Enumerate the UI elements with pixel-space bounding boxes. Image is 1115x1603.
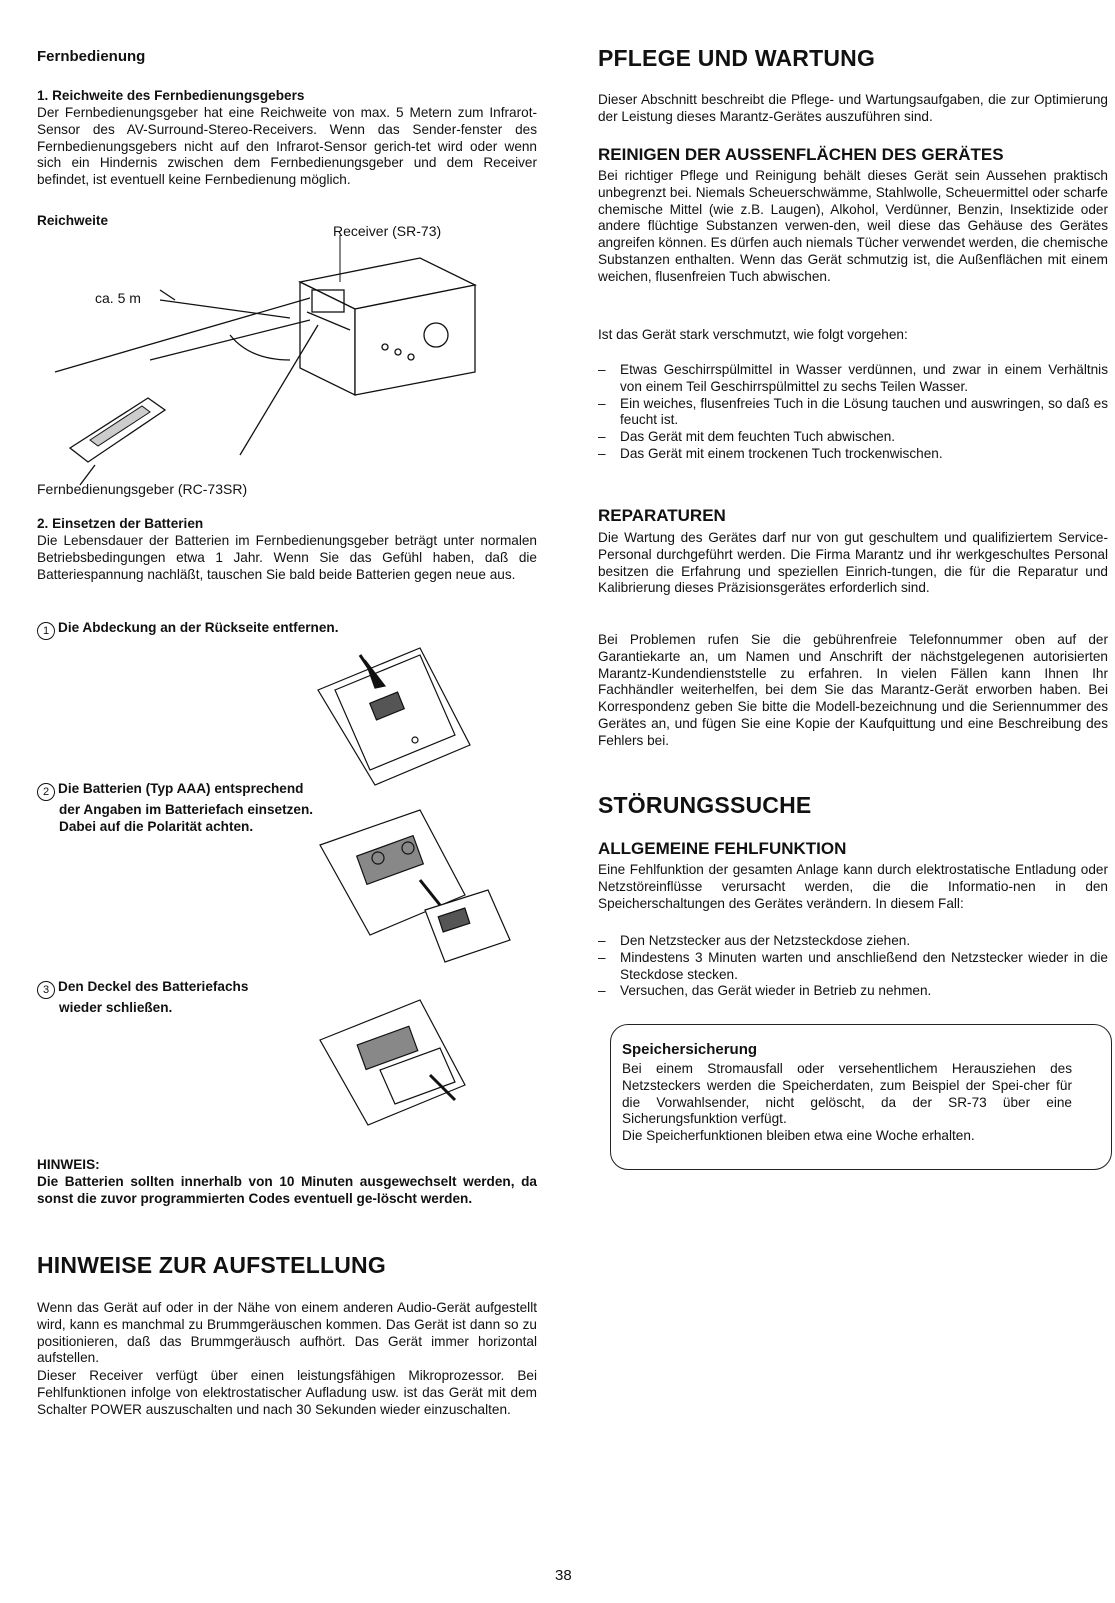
- memory-heading: Speichersicherung: [622, 1041, 758, 1058]
- malfunction-steps: [598, 933, 1108, 1000]
- step2-number: 2: [37, 783, 55, 801]
- clean-heading: REINIGEN DER AUSSENFLÄCHEN DES GERÄTES: [598, 145, 1004, 164]
- list-item: – Ein weiches, flusenfreies Tuch in die Lösung tauchen und auswringen, so daß es feucht ist.: [598, 396, 1108, 430]
- clean-text: Bei richtiger Pflege und Reinigung behält dieses Gerät sein Aussehen praktisch unbegrenzt bei. Niemals Scheuerschwämme, Stahlwolle, Scheuermittel oder scharfe chemische Mittel (wie z.B. Laugen), Alkohol, Verdünner, Benzin, Insektizide oder andere flüchtige Substanzen verwen-den, weil diese das Gehäuse des Gerätes angreifen können. Es dürfen auch niemals Tücher verwendet werden, die chemische Substanzen enthalten. Wenn das Gerät schmutzig ist, die Außenflächen mit einem weichen, flusenfreien Tuch abwischen.: [598, 168, 1108, 284]
- repair-text-1: Die Wartung des Gerätes darf nur von gut geschultem und qualifiziertem Service-Personal durchgeführt werden. Die Firma Marantz und ihr werkgeschultes Personal besitzen die Erfahrung und speziellen Einrich-tungen, die für die Reparatur und Kalibrierung dieses Präzisionsgerätes erforderlich sind.: [598, 530, 1108, 596]
- step2: 2 Die Batterien (Typ AAA) entsprechend der Angaben im Batteriefach einsetzen. Dabei auf die Polarität achten.: [37, 780, 313, 835]
- list-item: – Versuchen, das Gerät wieder in Betrieb zu nehmen.: [598, 983, 1108, 1000]
- figure-reichweite-label: Reichweite: [37, 213, 109, 228]
- repair-text-2: Bei Problemen rufen Sie die gebührenfreie Telefonnummer oben auf der Garantiekarte an, um Namen und Anschrift der nächstgelegenen autorisierten Marantz-Kundendienststelle zu erfahren. In vielen Fällen kann Ihnen Ihr Fachhändler weiterhelfen, bei dem Sie das Marantz-Gerät erworben haben. Bei Korrespondenz geben Sie bitte die Modell-bezeichnung und die Seriennummer des Gerätes an, und fügen Sie eine Kopie der Kaufquittung und eine Beschreibung des Fehlers bei.: [598, 632, 1108, 748]
- list-item: – Den Netzstecker aus der Netzsteckdose ziehen.: [598, 933, 1108, 950]
- malfunction-heading: ALLGEMEINE FEHLFUNKTION: [598, 839, 847, 858]
- repair-heading: REPARATUREN: [598, 506, 726, 525]
- trouble-heading: STÖRUNGSSUCHE: [598, 792, 812, 818]
- step3: 3 Den Deckel des Batteriefachs wieder schließen.: [37, 978, 248, 1016]
- clean-steps: [598, 362, 1108, 463]
- list-item: – Etwas Geschirrspülmittel in Wasser verdünnen, und zwar in einem Verhältnis von einem Teil Geschirrspülmittel zu sechs Teilen Wasser.: [598, 362, 1108, 396]
- step1-number: 1: [37, 622, 55, 640]
- battery-heading: 2. Einsetzen der Batterien: [37, 516, 204, 531]
- figure-receiver-label: Receiver (SR-73): [333, 223, 442, 239]
- range-heading: 1. Reichweite des Fernbedienungsgebers: [37, 88, 305, 103]
- dirty-intro: Ist das Gerät stark verschmutzt, wie folgt vorgehen:: [598, 327, 908, 342]
- malfunction-text: Eine Fehlfunktion der gesamten Anlage kann durch elektrostatische Entladung oder Netzstöreinflüsse verursacht werden, die die Informatio-nen in den Speicherschaltungen des Gerätes verändern. In diesem Fall:: [598, 862, 1108, 911]
- list-item: – Mindestens 3 Minuten warten und anschließend den Netzstecker wieder in die Steckdose stecken.: [598, 950, 1108, 984]
- note-label: HINWEIS:: [37, 1157, 100, 1172]
- care-intro: Dieser Abschnitt beschreibt die Pflege- und Wartungsaufgaben, die zur Optimierung der Leistung dieses Marantz-Gerätes auszuführen sind.: [598, 92, 1108, 124]
- memory-text: Bei einem Stromausfall oder versehentlichem Herausziehen des Netzsteckers werden die Speicherdaten, zum Beispiel der Spei-cher für die Vorwahlsender, nicht gelöscht, da der SR-73 über eine Sicherungsfunktion verfügt.: [622, 1061, 1072, 1127]
- setup-text-2: Dieser Receiver verfügt über einen leistungsfähigen Mikroprozessor. Bei Fehlfunktionen infolge von elektrostatischer Aufladung usw. ist das Gerät mit dem Schalter POWER auszuschalten und nach 30 Sekunden wieder einzuschalten.: [37, 1368, 537, 1417]
- setup-heading: HINWEISE ZUR AUFSTELLUNG: [37, 1252, 386, 1278]
- list-item: – Das Gerät mit dem feuchten Tuch abwischen.: [598, 429, 1108, 446]
- range-text: Der Fernbedienungsgeber hat eine Reichweite von max. 5 Metern zum Infrarot-Sensor des AV-Surround-Stereo-Receivers. Wenn das Sender-fenster des Fernbedienungsgebers nicht auf den Infrarot-Sensor gerich-tet wird oder wenn sich ein Hindernis zwischen dem Fernbedienungsgeber und dem Receiver befindet, ist eventuell keine Fernbedienung möglich.: [37, 105, 537, 188]
- battery-text: Die Lebensdauer der Batterien im Fernbedienungsgeber beträgt unter normalen Betriebsbedingungen etwa 1 Jahr. Wenn Sie das Gefühl haben, daß die Batteriespannung nachläßt, tauschen Sie bald beide Batterien gegen neue aus.: [37, 533, 537, 582]
- step1-text: Die Abdeckung an der Rückseite entfernen.: [58, 620, 339, 635]
- page-number: 38: [555, 1567, 572, 1584]
- note-text: Die Batterien sollten innerhalb von 10 Minuten ausgewechselt werden, da sonst die zuvor programmierten Codes eventuell ge-löscht werden.: [37, 1174, 537, 1206]
- list-item: – Das Gerät mit einem trockenen Tuch trockenwischen.: [598, 446, 1108, 463]
- figure-remote-label: Fernbedienungsgeber (RC-73SR): [37, 481, 248, 497]
- remote-heading: Fernbedienung: [37, 48, 146, 65]
- setup-text-1: Wenn das Gerät auf oder in der Nähe von einem anderen Audio-Gerät aufgestellt wird, kann es manchmal zu Brummgeräuschen kommen. Das Gerät ist dann so zu positionieren, daß das Brummgeräusch aufhört. Das Gerät immer horizontal aufstellen.: [37, 1300, 537, 1366]
- memory-text-2: Die Speicherfunktionen bleiben etwa eine Woche erhalten.: [622, 1128, 975, 1143]
- step3-number: 3: [37, 981, 55, 999]
- figure-distance-label: ca. 5 m: [95, 290, 141, 306]
- care-heading: PFLEGE UND WARTUNG: [598, 45, 876, 71]
